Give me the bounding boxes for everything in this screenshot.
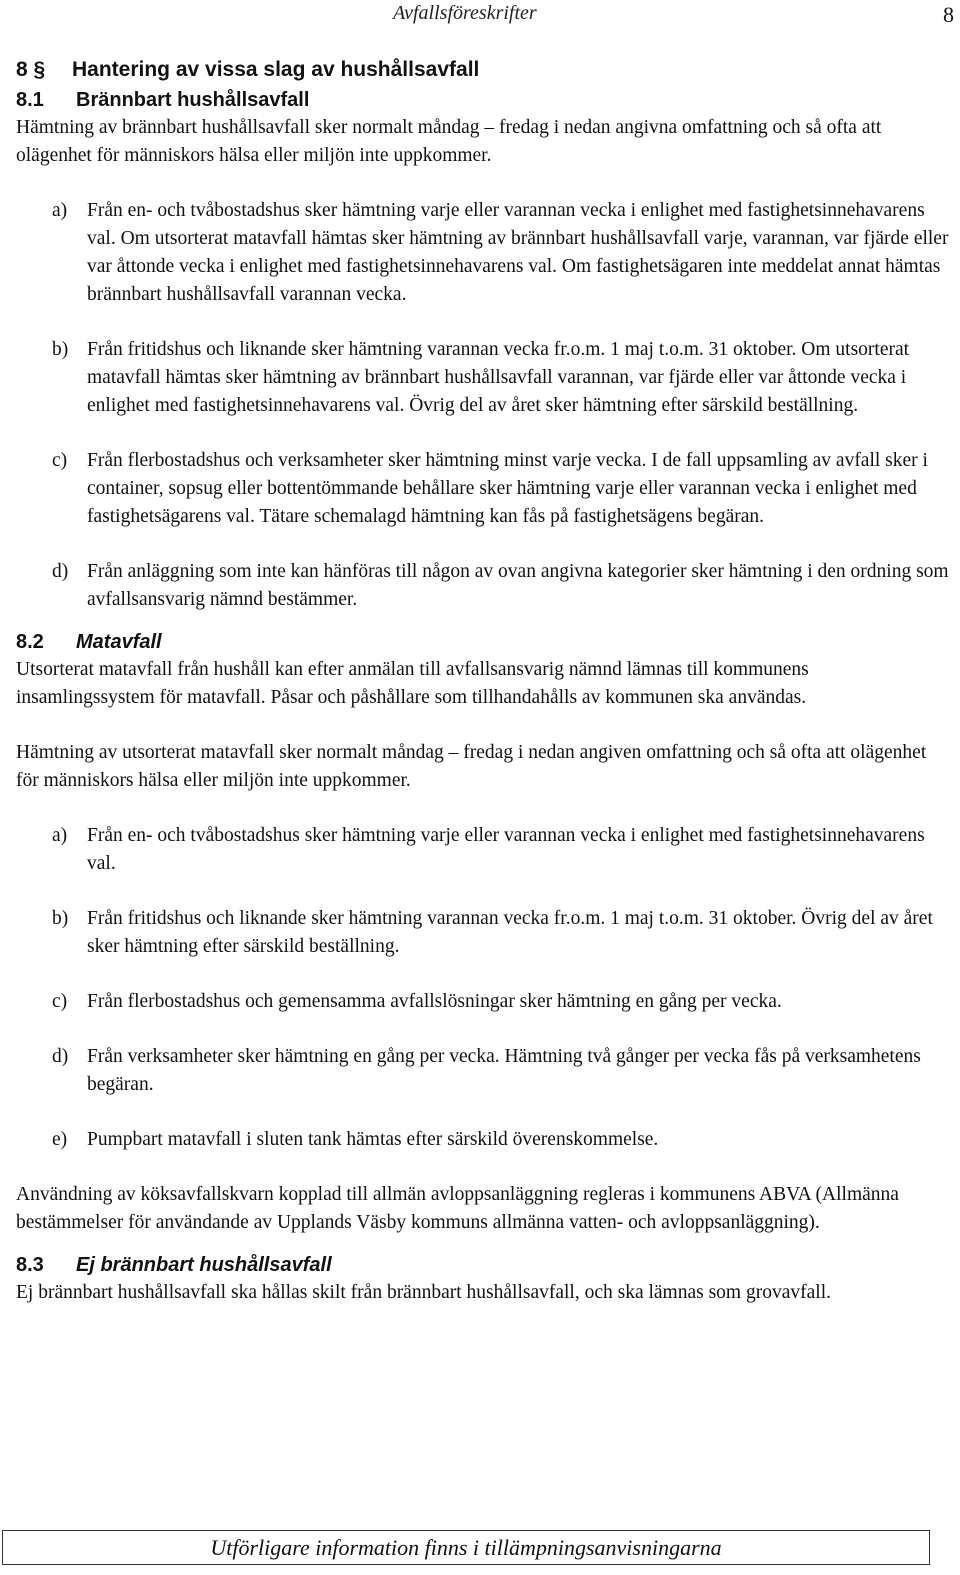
paragraph: Hämtning av utsorterat matavfall sker normalt måndag – fredag i nedan angiven omfattning och så ofta att olägenhet för människors hälsa eller miljön inte uppkommer. — [16, 742, 927, 791]
list-label: e) — [52, 1129, 68, 1150]
list-item — [16, 558, 952, 614]
footer-note: Utförligare information finns i tillämpningsanvisningarna — [2, 1530, 930, 1565]
list-text: Från en- och tvåbostadshus sker hämtning varje eller varannan vecka i enlighet med fastighetsinnehavarens val. Om utsorterat matavfall hämtas sker hämtning av brännbart hushållsavfall varje, varannan, var fjärde eller var åttonde vecka i enlighet med fastighetsinnehavarens val. Om fastighetsägaren inte meddelat annat hämtas brännbart hushållsavfall varannan vecka. — [87, 200, 949, 305]
paragraph: Ej brännbart hushållsavfall ska hållas skilt från brännbart hushållsavfall, och ska lämnas som grovavfall. — [16, 1282, 831, 1303]
list-text: Från fritidshus och liknande sker hämtning varannan vecka fr.o.m. 1 maj t.o.m. 31 oktober. Om utsorterat matavfall hämtas sker hämtning av brännbart hushållsavfall varannan, var fjärde eller var åttonde vecka i enlighet med fastighetsinnehavarens val. Övrig del av året sker hämtning efter särskild beställning. — [87, 339, 910, 416]
list-label: c) — [52, 450, 68, 471]
list-label: c) — [52, 991, 68, 1012]
page-content — [16, 54, 952, 1307]
list-label: a) — [52, 200, 68, 221]
list-item — [16, 336, 952, 420]
list-text: Från fritidshus och liknande sker hämtning varannan vecka fr.o.m. 1 maj t.o.m. 31 oktober. Övrig del av året sker hämtning efter särskild beställning. — [87, 908, 933, 957]
section-number: 8.2 — [16, 631, 44, 653]
section-heading-8-3 — [16, 1251, 952, 1279]
list-label: a) — [52, 825, 68, 846]
paragraph: Användning av köksavfallskvarn kopplad till allmän avloppsanläggning regleras i kommunens ABVA (Allmänna bestämmelser för användande av Upplands Väsby kommuns allmänna vatten- och avloppsanläggning). — [16, 1184, 899, 1233]
list-text: Från verksamheter sker hämtning en gång per vecka. Hämtning två gånger per vecka fås på verksamhetens begäran. — [87, 1046, 921, 1095]
section-number: 8.1 — [16, 89, 44, 111]
paragraph: Hämtning av brännbart hushållsavfall sker normalt måndag – fredag i nedan angivna omfattning och så ofta att olägenhet för människors hälsa eller miljön inte uppkommer. — [16, 117, 882, 166]
list-label: d) — [52, 561, 69, 582]
list-text: Från flerbostadshus och verksamheter sker hämtning minst varje vecka. I de fall uppsamling av avfall sker i container, sopsug eller bottentömmande behållare sker hämtning varje eller varannan vecka i enlighet med fastighetsägarens val. Tätare schemalagd hämtning kan fås på fastighetsägens begäran. — [87, 450, 928, 527]
chapter-title: Hantering av vissa slag av hushållsavfall — [72, 58, 480, 81]
chapter-number: 8 — [16, 58, 28, 81]
list-text: Från anläggning som inte kan hänföras till någon av ovan angivna kategorier sker hämtning i den ordning som avfallsansvarig nämnd bestämmer. — [87, 561, 949, 610]
list-label: d) — [52, 1046, 69, 1067]
paragraph: Utsorterat matavfall från hushåll kan efter anmälan till avfallsansvarig nämnd lämnas till kommunens insamlingssystem för matavfall. Påsar och påshållare som tillhandahålls av kommunen ska användas. — [16, 659, 809, 708]
list-item — [16, 905, 952, 961]
list-item — [16, 447, 952, 531]
list-item — [16, 1043, 952, 1099]
section-heading-8-1 — [16, 86, 952, 114]
section-title: Ej brännbart hushållsavfall — [76, 1254, 332, 1276]
list-label: b) — [52, 339, 69, 360]
section-number: 8.3 — [16, 1254, 44, 1276]
list-text: Pumpbart matavfall i sluten tank hämtas efter särskild överenskommelse. — [87, 1129, 659, 1150]
page-number: 8 — [943, 2, 954, 27]
running-header: Avfallsföreskrifter — [393, 2, 537, 24]
section-title: Brännbart hushållsavfall — [76, 89, 310, 111]
section-heading-8-2 — [16, 628, 952, 656]
section-title: Matavfall — [76, 631, 162, 653]
list-label: b) — [52, 908, 69, 929]
chapter-heading — [16, 54, 952, 86]
list-text: Från en- och tvåbostadshus sker hämtning varje eller varannan vecka i enlighet med fastighetsinnehavarens val. — [87, 825, 925, 874]
list-text: Från flerbostadshus och gemensamma avfallslösningar sker hämtning en gång per vecka. — [87, 991, 782, 1012]
paragraph-symbol: § — [33, 58, 46, 81]
list-item — [16, 988, 952, 1016]
list-item — [16, 197, 952, 309]
list-item — [16, 822, 952, 878]
list-item — [16, 1126, 952, 1154]
